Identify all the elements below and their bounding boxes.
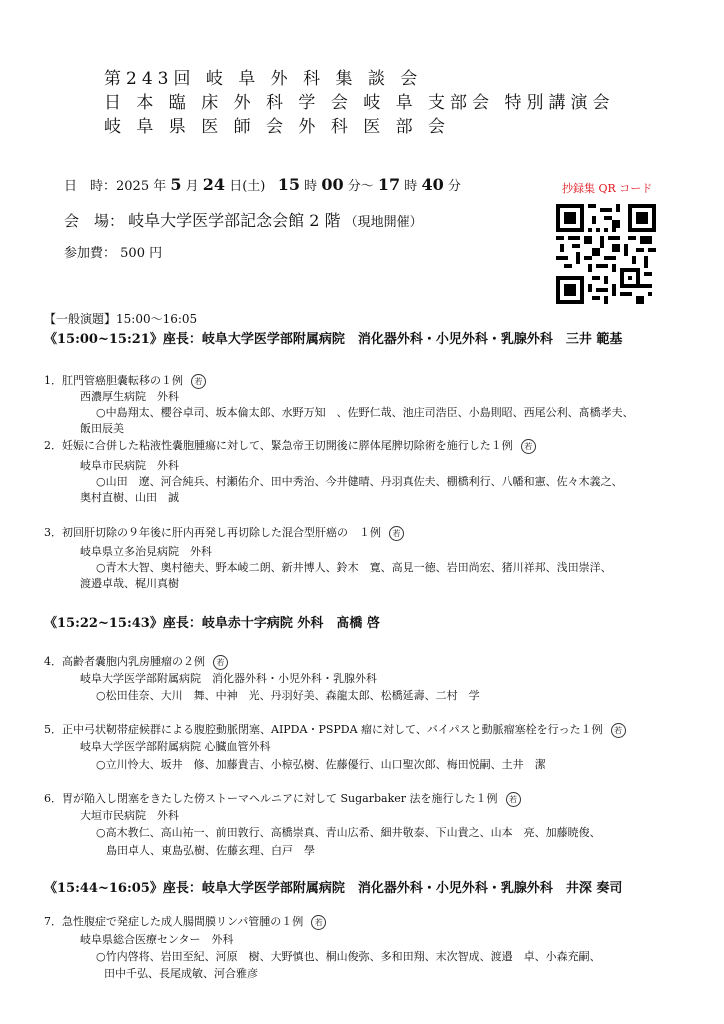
date-day-unit: 日(土) xyxy=(229,179,266,194)
time-end-minute: 40 xyxy=(421,175,444,194)
presentation-6-authors: ○高木教仁、高山祐一、前田敦行、高橋崇真、青山広希、細井敬泰、下山貴之、山本 亮、加藤暁俊、 xyxy=(96,826,601,839)
presentation-title-text: 3．初回肝切除の９年後に肝内再発し再切除した混合型肝癌の １例 xyxy=(44,526,381,539)
presentation-2-title xyxy=(44,438,536,454)
presentation-title-text: 4．高齢者嚢胞内乳房腫瘤の２例 xyxy=(44,655,205,668)
presentation-3-institution: 岐阜県立多治見病院 外科 xyxy=(80,545,212,558)
time-start-hour: 15 xyxy=(277,175,301,194)
presentation-7-institution: 岐阜県総合医療センター 外科 xyxy=(80,933,234,946)
presentation-1-authors: ○中島翔太、櫻谷卓司、坂本倫太郎、水野万知 、佐野仁哉、池庄司浩臣、小島則昭、西尾公利、髙橋孝夫、 xyxy=(96,406,634,419)
presentation-title-text: 6．胃が陥入し閉塞をきたした傍ストーマヘルニアに対して Sugarbaker 法を施行した１例 xyxy=(44,792,498,805)
presentation-4-title xyxy=(44,654,228,670)
fee-line xyxy=(64,242,162,261)
fee-unit: 円 xyxy=(149,246,163,261)
date-day: 24 xyxy=(202,175,226,194)
presentation-5-authors: ○立川怜大、坂井 修、加藤貴吉、小椋弘樹、佐藤優行、山口聖次郎、梅田悦嗣、土井 潔 xyxy=(96,758,546,771)
venue-label: 会 場： xyxy=(64,212,125,230)
date-month: 5 xyxy=(170,175,182,194)
header-line-1: 第243回 岐 阜 外 科 集 談 会 xyxy=(104,69,423,89)
young-badge: 若 xyxy=(311,915,326,930)
venue-name: 岐阜大学医学部記念会館 2 階 xyxy=(128,211,341,230)
young-badge: 若 xyxy=(611,723,626,738)
qr-label: 抄録集 QR コード xyxy=(562,182,653,195)
fee-amount: 500 xyxy=(120,246,145,261)
young-badge: 若 xyxy=(213,655,228,670)
presentation-3-authors-cont: 渡邉卓哉、梶川真樹 xyxy=(80,577,179,590)
presentation-7-authors-cont: 田中千弘、長尾成敏、河合雅彦 xyxy=(104,967,258,980)
time-hour-unit-1: 時 xyxy=(304,179,318,194)
header-line-3: 岐 阜 県 医 師 会 外 科 医 部 会 xyxy=(104,117,451,137)
venue-line xyxy=(64,208,423,231)
presentation-1-authors-cont: 飯田辰美 xyxy=(80,422,124,435)
time-hour-unit-2: 時 xyxy=(404,179,418,194)
date-time-line xyxy=(64,175,461,194)
presentation-2-institution: 岐阜市民病院 外科 xyxy=(80,459,179,472)
presentation-3-title xyxy=(44,525,404,541)
presentation-7-authors: ○竹内啓将、岩田至紀、河原 樹、大野慎也、桐山俊弥、多和田翔、末次智成、渡邉 卓、小森充嗣、 xyxy=(96,950,601,963)
young-badge: 若 xyxy=(506,792,521,807)
session-1-chair: 《15:00~15:21》座長：岐阜大学医学部附属病院 消化器外科・小児外科・乳腺外科 三井 範基 xyxy=(44,332,623,347)
presentation-2-authors-cont: 奥村直樹、山田 誠 xyxy=(80,491,179,504)
time-minute-unit-2: 分 xyxy=(447,179,461,194)
young-badge: 若 xyxy=(521,439,536,454)
presentation-5-institution: 岐阜大学医学部附属病院 心臓血管外科 xyxy=(80,740,271,753)
young-badge: 若 xyxy=(389,526,404,541)
presentation-5-title xyxy=(44,722,626,738)
presentation-4-institution: 岐阜大学医学部附属病院 消化器外科・小児外科・乳腺外科 xyxy=(80,672,377,685)
date-label: 日 時：2025 年 xyxy=(64,179,167,194)
presentation-3-authors: ○青木大智、奥村徳夫、野本崚二朗、新井博人、鈴木 寛、高見一徳、岩田尚宏、猪川祥邦、浅田崇洋、 xyxy=(96,561,612,574)
time-end-hour: 17 xyxy=(377,175,401,194)
presentation-2-authors: ○山田 遼、河合純兵、村瀬佑介、田中秀治、今井健晴、丹羽真佐夫、棚橋利行、八幡和憲、佐々木義之、 xyxy=(96,475,623,488)
qr-code-icon[interactable] xyxy=(556,204,656,304)
presentation-1-institution: 西濃厚生病院 外科 xyxy=(80,390,179,403)
session-3-chair: 《15:44~16:05》座長：岐阜大学医学部附属病院 消化器外科・小児外科・乳腺外科 井深 奏司 xyxy=(44,881,623,896)
fee-label: 参加費： xyxy=(64,246,117,261)
presentation-6-title xyxy=(44,791,521,807)
presentation-6-institution: 大垣市民病院 外科 xyxy=(80,809,179,822)
section-title: 【一般演題】15:00～16:05 xyxy=(44,312,198,326)
presentation-title-text: 2．妊娠に合併した粘液性嚢胞腫瘍に対して、緊急帝王切開後に膵体尾脾切除術を施行した１例 xyxy=(44,439,513,452)
venue-note: （現地開催） xyxy=(344,215,423,230)
presentation-title-text: 7．急性腹症で発症した成人腸間膜リンパ管腫の１例 xyxy=(44,915,304,928)
young-badge: 若 xyxy=(191,374,206,389)
presentation-7-title xyxy=(44,914,326,930)
presentation-6-authors-cont: 島田卓人、東島弘樹、佐藤玄理、白戸 學 xyxy=(106,844,315,857)
presentation-1-title xyxy=(44,373,206,389)
session-2-chair: 《15:22~15:43》座長：岐阜赤十字病院 外科 髙橋 啓 xyxy=(44,616,380,631)
presentation-4-authors: ○松田佳奈、大川 舞、中神 光、丹羽好美、森龍太郎、松橋延壽、二村 学 xyxy=(96,689,480,702)
header-line-2: 日 本 臨 床 外 科 学 会 岐 阜 支部会 特別講演会 xyxy=(104,93,615,113)
presentation-title-text: 1．肛門管癌胆嚢転移の１例 xyxy=(44,374,183,387)
presentation-title-text: 5．正中弓状靭帯症候群による腹腔動脈閉塞、AIPDA・PSPDA 瘤に対して、バイパスと動脈瘤塞栓を行った１例 xyxy=(44,723,603,736)
time-range-sep: 分～ xyxy=(347,179,374,194)
date-month-unit: 月 xyxy=(185,179,199,194)
time-start-minute: 00 xyxy=(321,175,344,194)
